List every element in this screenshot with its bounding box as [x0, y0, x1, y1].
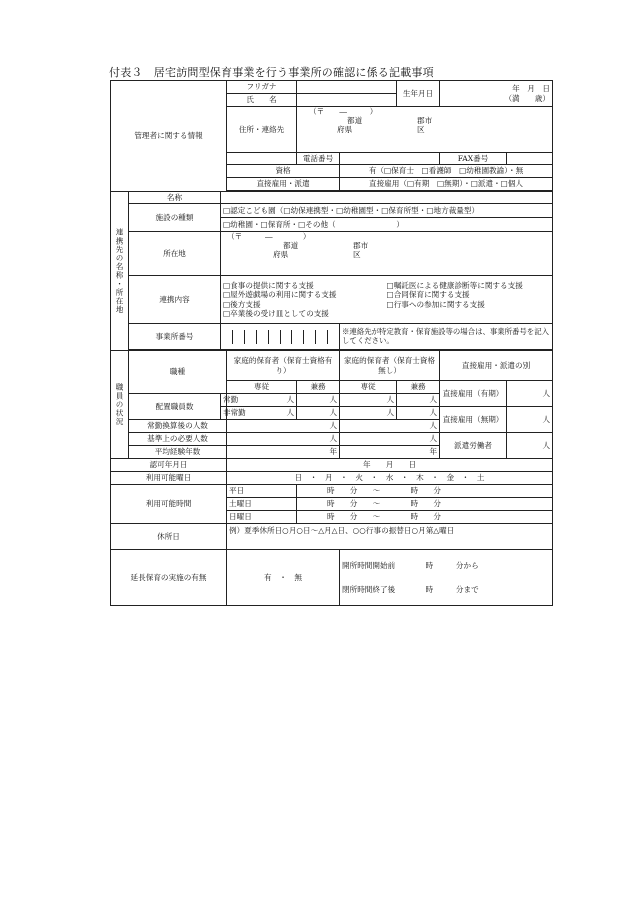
with-fte[interactable]: 人	[227, 420, 340, 433]
birth-value: 年 月 日	[512, 84, 551, 94]
furigana-field[interactable]	[297, 81, 397, 94]
furigana-label: フリガナ	[227, 81, 297, 94]
content-left-1[interactable]: □屋外遊戯場の利用に関する支援	[223, 290, 337, 300]
qual-value[interactable]: 有（□保育士 □看護師 □幼稚園教諭）・無	[340, 165, 553, 178]
hours-value-weekday[interactable]: 時 分 ～ 時 分	[297, 485, 553, 498]
without-part-header: 兼務	[397, 381, 440, 394]
direct-fixed-label: 直接雇用（有期）	[440, 381, 507, 407]
name-label: 氏 名	[227, 94, 297, 107]
manager-pref-2: 府県	[337, 125, 353, 135]
dispatch-label: 派遣労働者	[440, 433, 507, 459]
address-label: 住所・連絡先	[227, 107, 297, 153]
approval-label: 認可年月日	[111, 459, 227, 472]
name-field[interactable]	[297, 94, 397, 107]
without-full-header: 専従	[340, 381, 397, 394]
office-no-label: 事業所番号	[129, 324, 221, 350]
with-required[interactable]: 人	[227, 433, 340, 446]
approval-value[interactable]: 年 月 日	[227, 459, 553, 472]
with-full-header: 専従	[227, 381, 297, 394]
facility-type-line1[interactable]: □認定こども園（□幼保連携型・□幼稚園型・□保育所型・□地方裁量型）	[221, 204, 553, 218]
extended-value[interactable]: 有 ・ 無	[227, 550, 340, 606]
partner-side-label: 連携先の名称・所在地	[111, 192, 129, 351]
employ-value[interactable]: 直接雇用（□有期 □無期）・□派遣・□個人	[340, 178, 553, 191]
address-spacer	[227, 153, 297, 165]
dispatch-count[interactable]: 人	[507, 433, 553, 459]
office-no-digit[interactable]	[281, 330, 293, 344]
fax-field[interactable]	[507, 153, 553, 165]
qual-label: 資格	[227, 165, 340, 178]
col-with-qual: 家庭的保育者（保育士資格有り）	[227, 351, 340, 381]
partner-location-field[interactable]	[221, 232, 553, 276]
without-fte[interactable]: 人	[340, 420, 440, 433]
content-field[interactable]	[221, 276, 553, 324]
extended-before: 開所時間開始前 時 分から	[342, 561, 479, 571]
office-no-note	[340, 324, 553, 350]
holiday-value[interactable]: 例）夏季休所日○月○日～△月△日、○○行事の振替日○月第△曜日	[227, 524, 553, 550]
with-part-nonregular[interactable]: 人	[297, 407, 340, 420]
extended-times[interactable]	[340, 550, 553, 606]
phone-label: 電話番号	[297, 153, 340, 165]
employ-label: 直接雇用・派遣	[227, 178, 340, 191]
age-value: （満 歳）	[504, 93, 551, 103]
manager-city-2: 区	[417, 125, 425, 135]
col-without-qual: 家庭的保育者（保育士資格無し）	[340, 351, 440, 381]
office-no-field[interactable]	[221, 324, 340, 350]
job-label: 職種	[129, 351, 227, 394]
with-part-regular[interactable]: 人	[297, 394, 340, 407]
office-no-digit[interactable]	[304, 330, 316, 344]
partner-pref-2: 府県	[273, 250, 289, 260]
direct-unfixed-label: 直接雇用（無期）	[440, 407, 507, 433]
with-avg-exp[interactable]: 年	[227, 446, 340, 459]
with-full-nonregular[interactable]: 人	[227, 407, 297, 420]
partner-postal: （〒 ― ）	[227, 232, 311, 241]
birth-label: 生年月日	[397, 81, 440, 107]
manager-pref-1: 都道	[347, 116, 363, 126]
without-full-regular[interactable]: 人	[340, 394, 397, 407]
content-left-2[interactable]: □後方支援	[223, 299, 261, 309]
extended-label: 延長保育の実施の有無	[111, 550, 227, 606]
office-no-digit[interactable]	[221, 330, 233, 344]
confirmation-form-table	[110, 80, 553, 606]
without-avg-exp[interactable]: 年	[340, 446, 440, 459]
staff-side-label: 職員の状況	[111, 351, 129, 459]
office-no-digit[interactable]	[328, 330, 339, 344]
without-required[interactable]: 人	[340, 433, 440, 446]
partner-name-field[interactable]	[221, 192, 553, 204]
hours-value-sunday[interactable]: 時 分 ～ 時 分	[297, 511, 553, 524]
days-value[interactable]: 日 ・ 月 ・ 火 ・ 水 ・ 木 ・ 金 ・ 土	[227, 472, 553, 485]
holiday-label: 休所日	[111, 524, 227, 550]
regular-label: 常勤	[221, 394, 227, 407]
direct-unfixed-count[interactable]: 人	[507, 407, 553, 433]
form-title: 付表３ 居宅訪問型保育事業を行う事業所の確認に係る記載事項	[109, 66, 434, 79]
hours-value-saturday[interactable]: 時 分 ～ 時 分	[297, 498, 553, 511]
content-right-0[interactable]: □嘱託医による健康診断等に関する支援	[386, 281, 523, 291]
facility-type-label: 施設の種類	[129, 204, 221, 232]
assigned-label: 配置職員数	[129, 394, 221, 420]
partner-name-label: 名称	[129, 192, 221, 204]
birth-field[interactable]	[440, 81, 553, 107]
required-label: 基準上の必要人数	[129, 433, 227, 446]
office-no-digit[interactable]	[257, 330, 269, 344]
partner-city-2: 区	[353, 250, 361, 260]
office-no-digit[interactable]	[292, 330, 304, 344]
office-no-digit[interactable]	[233, 330, 245, 344]
fax-label: FAX番号	[440, 153, 507, 165]
manager-postal: （〒 ― ）	[309, 107, 378, 116]
phone-field[interactable]	[340, 153, 440, 165]
with-part-header: 兼務	[297, 381, 340, 394]
days-label: 利用可能曜日	[111, 472, 227, 485]
content-left-3[interactable]: □卒業後の受け皿としての支援	[223, 308, 329, 318]
address-field[interactable]	[297, 107, 553, 153]
hours-day-saturday: 土曜日	[227, 498, 297, 511]
without-part-nonregular[interactable]: 人	[397, 407, 440, 420]
hours-day-sunday: 日曜日	[227, 511, 297, 524]
col-employ: 直接雇用・派遣の別	[440, 351, 553, 381]
with-full-regular[interactable]: 人	[227, 394, 297, 407]
manager-city-1: 郡市	[417, 116, 433, 126]
partner-pref-1: 都道	[283, 241, 299, 251]
content-label: 連携内容	[129, 276, 221, 324]
extended-after: 閉所時間終了後 時 分まで	[342, 584, 479, 594]
partner-city-1: 郡市	[353, 241, 369, 251]
content-left-0[interactable]: □食事の提供に関する支援	[223, 281, 314, 291]
office-no-digit[interactable]	[316, 330, 328, 344]
content-right-2[interactable]: □行事への参加に関する支援	[386, 299, 485, 309]
facility-type-line2[interactable]: □幼稚園・□保育所・□その他（ ）	[221, 218, 553, 232]
hours-label: 利用可能時間	[111, 485, 227, 524]
office-no-digit[interactable]	[245, 330, 257, 344]
manager-section-label: 管理者に関する情報	[111, 81, 227, 192]
avg-exp-label: 平均経験年数	[129, 446, 227, 459]
without-part-regular[interactable]: 人	[397, 394, 440, 407]
without-full-nonregular[interactable]: 人	[340, 407, 397, 420]
partner-location-label: 所在地	[129, 232, 221, 276]
office-no-note-text: ※連絡先が特定教育・保育施設等の場合は、事業所番号を記入してください。	[342, 326, 549, 345]
fte-label: 常勤換算後の人数	[129, 420, 227, 433]
office-no-digit[interactable]	[269, 330, 281, 344]
nonregular-label: 非常勤	[221, 407, 227, 420]
hours-day-weekday: 平日	[227, 485, 297, 498]
content-right-1[interactable]: □合同保育に関する支援	[386, 290, 470, 300]
direct-fixed-count[interactable]: 人	[507, 381, 553, 407]
